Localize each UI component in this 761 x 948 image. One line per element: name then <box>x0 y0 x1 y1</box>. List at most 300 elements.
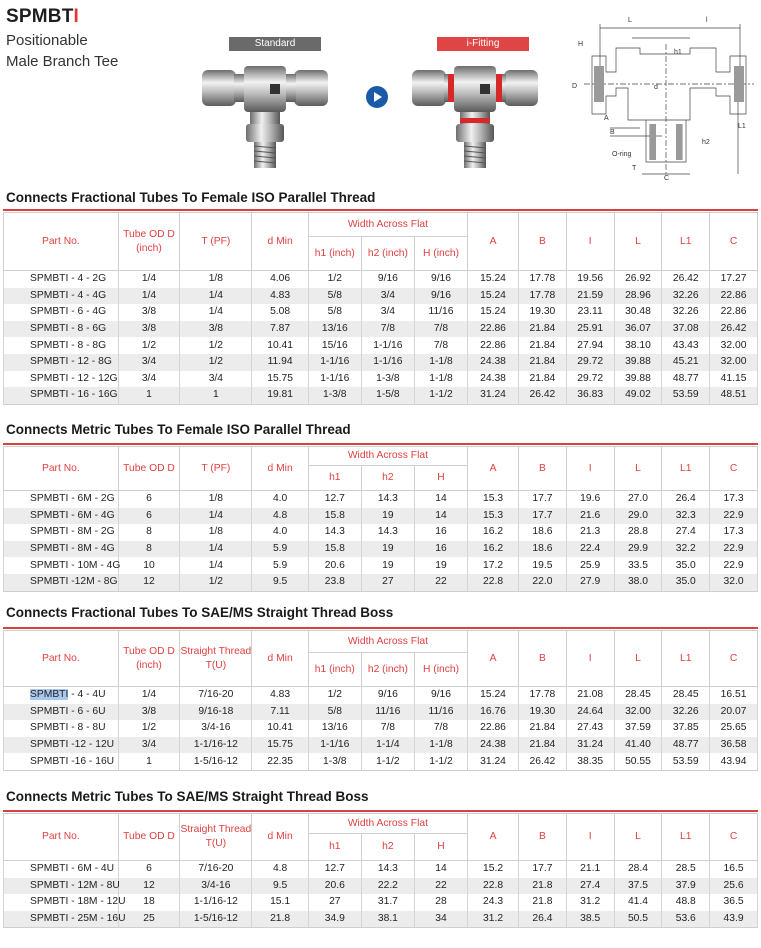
value-cell: 26.4 <box>662 491 710 508</box>
value-cell: 38.1 <box>361 911 414 928</box>
value-cell: 22.86 <box>710 304 758 321</box>
value-cell: 1/4 <box>180 304 252 321</box>
value-cell: 15.8 <box>308 508 361 525</box>
value-cell: 22 <box>414 574 467 591</box>
drawing-label-H: H <box>578 41 584 48</box>
value-cell: 17.2 <box>468 557 519 574</box>
drawing-label-d: d <box>654 84 658 91</box>
value-cell: 9/16 <box>414 687 467 704</box>
value-cell: 28.45 <box>662 687 710 704</box>
section-divider-4 <box>3 810 758 812</box>
product-code-highlight: I <box>73 6 79 27</box>
table-row <box>4 861 758 878</box>
header-C: C <box>710 814 758 861</box>
value-cell: 14 <box>414 861 467 878</box>
value-cell: 1-3/8 <box>308 753 361 770</box>
value-cell: 7/8 <box>414 720 467 737</box>
value-cell: 1/2 <box>118 337 180 354</box>
header-waf: Width Across Flat <box>308 447 467 466</box>
value-cell: 19.30 <box>519 304 567 321</box>
part-number-cell: SPMBTI - 4 - 2G <box>4 271 119 288</box>
header-tube: Tube OD D <box>118 447 180 491</box>
value-cell: 7/16-20 <box>180 861 252 878</box>
value-cell: 25.91 <box>566 321 614 338</box>
value-cell: 48.77 <box>662 737 710 754</box>
value-cell: 17.7 <box>519 861 567 878</box>
part-number-cell: SPMBTI - 10M - 4G <box>4 557 119 574</box>
value-cell: 7/8 <box>361 720 414 737</box>
value-cell: 53.59 <box>662 753 710 770</box>
value-cell: 29.0 <box>614 508 662 525</box>
value-cell: 17.7 <box>519 491 567 508</box>
header-I: I <box>566 814 614 861</box>
value-cell: 15.3 <box>468 491 519 508</box>
table-row <box>4 354 758 371</box>
part-number-cell: SPMBTI - 6M - 4U <box>4 861 119 878</box>
section-title-2: Connects Metric Tubes To Female ISO Parallel Thread <box>6 422 351 437</box>
part-number-cell: SPMBTI - 25M - 16U <box>4 911 119 928</box>
header-L1: L1 <box>662 213 710 271</box>
value-cell: 32.00 <box>710 337 758 354</box>
value-cell: 16 <box>414 524 467 541</box>
table-row <box>4 337 758 354</box>
value-cell: 22.86 <box>468 321 519 338</box>
value-cell: 1-1/16 <box>308 354 361 371</box>
value-cell: 31.24 <box>468 753 519 770</box>
part-number-cell: SPMBTI - 12 - 8G <box>4 354 119 371</box>
product-code-main: SPMBT <box>6 6 74 27</box>
value-cell: 7/8 <box>414 321 467 338</box>
value-cell: 17.27 <box>710 271 758 288</box>
table-row <box>4 288 758 305</box>
value-cell: 41.15 <box>710 371 758 388</box>
part-number-cell: SPMBTI - 6 - 6U <box>4 704 119 721</box>
value-cell: 41.4 <box>614 894 662 911</box>
value-cell: 3/4 <box>118 354 180 371</box>
value-cell: 1/2 <box>180 354 252 371</box>
value-cell: 24.38 <box>468 354 519 371</box>
value-cell: 15.24 <box>468 288 519 305</box>
table-row <box>4 753 758 770</box>
value-cell: 28 <box>414 894 467 911</box>
value-cell: 34 <box>414 911 467 928</box>
value-cell: 11/16 <box>361 704 414 721</box>
value-cell: 37.85 <box>662 720 710 737</box>
value-cell: 3/8 <box>118 304 180 321</box>
value-cell: 23.11 <box>566 304 614 321</box>
header-h2: h2 (inch) <box>361 653 414 687</box>
part-number-cell: SPMBTI - 6M - 4G <box>4 508 119 525</box>
table-row <box>4 687 758 704</box>
header-L: L <box>614 631 662 687</box>
value-cell: 15/16 <box>308 337 361 354</box>
header-I: I <box>566 447 614 491</box>
value-cell: 1 <box>118 387 180 404</box>
value-cell: 35.0 <box>662 557 710 574</box>
section-title-3: Connects Fractional Tubes To SAE/MS Straight Thread Boss <box>6 605 394 620</box>
value-cell: 36.5 <box>710 894 758 911</box>
header-C: C <box>710 631 758 687</box>
part-number-cell: SPMBTI - 16 - 16G <box>4 387 119 404</box>
value-cell: 3/4-16 <box>180 878 252 895</box>
header-L: L <box>614 814 662 861</box>
header-t: T (PF) <box>180 213 252 271</box>
play-icon <box>366 86 388 108</box>
section-divider-3 <box>3 627 758 629</box>
header-d: d Min <box>252 447 308 491</box>
value-cell: 6 <box>118 491 180 508</box>
value-cell: 4.8 <box>252 508 308 525</box>
value-cell: 1/8 <box>180 491 252 508</box>
header-h1: h1 (inch) <box>308 237 361 271</box>
value-cell: 18.6 <box>519 541 567 558</box>
header-h1: h1 (inch) <box>308 653 361 687</box>
value-cell: 9.5 <box>252 574 308 591</box>
header-d: d Min <box>252 213 308 271</box>
value-cell: 1-3/8 <box>308 387 361 404</box>
section-divider-1 <box>3 209 758 211</box>
value-cell: 4.0 <box>252 491 308 508</box>
value-cell: 1-1/8 <box>414 371 467 388</box>
value-cell: 12.7 <box>308 861 361 878</box>
value-cell: 9/16 <box>361 687 414 704</box>
value-cell: 21.84 <box>519 337 567 354</box>
part-number-cell: SPMBTI - 18M - 12U <box>4 894 119 911</box>
value-cell: 22.9 <box>710 557 758 574</box>
table-row <box>4 304 758 321</box>
value-cell: 24.38 <box>468 371 519 388</box>
value-cell: 18.6 <box>519 524 567 541</box>
value-cell: 3/8 <box>180 321 252 338</box>
value-cell: 14.3 <box>361 861 414 878</box>
value-cell: 5.08 <box>252 304 308 321</box>
value-cell: 27 <box>361 574 414 591</box>
header-waf: Width Across Flat <box>308 213 467 237</box>
header-h1: h1 <box>308 834 361 861</box>
header-h2: h2 <box>361 834 414 861</box>
part-number-cell: SPMBTI - 6M - 2G <box>4 491 119 508</box>
value-cell: 21.6 <box>566 508 614 525</box>
value-cell: 26.42 <box>710 321 758 338</box>
value-cell: 4.83 <box>252 687 308 704</box>
value-cell: 26.42 <box>519 753 567 770</box>
value-cell: 28.96 <box>614 288 662 305</box>
value-cell: 37.08 <box>662 321 710 338</box>
header-t: Straight Thread T(U) <box>180 814 252 861</box>
value-cell: 5/8 <box>308 704 361 721</box>
value-cell: 25.9 <box>566 557 614 574</box>
header-C: C <box>710 447 758 491</box>
standard-fitting-image <box>200 60 330 172</box>
header-H: H <box>414 466 467 491</box>
drawing-label-A: A <box>604 115 609 122</box>
value-cell: 32.26 <box>662 704 710 721</box>
value-cell: 24.64 <box>566 704 614 721</box>
table-row <box>4 271 758 288</box>
value-cell: 18 <box>118 894 180 911</box>
value-cell: 3/4 <box>180 371 252 388</box>
value-cell: 10.41 <box>252 720 308 737</box>
section-title-1: Connects Fractional Tubes To Female ISO Parallel Thread <box>6 190 376 205</box>
header-t: Straight Thread T(U) <box>180 631 252 687</box>
value-cell: 19.30 <box>519 704 567 721</box>
header-h1: h1 <box>308 466 361 491</box>
table-row <box>4 704 758 721</box>
table-row <box>4 911 758 928</box>
value-cell: 21.8 <box>252 911 308 928</box>
value-cell: 14 <box>414 491 467 508</box>
value-cell: 21.84 <box>519 737 567 754</box>
value-cell: 41.40 <box>614 737 662 754</box>
part-number-cell: SPMBTI - 12 - 12G <box>4 371 119 388</box>
value-cell: 3/4 <box>361 304 414 321</box>
value-cell: 43.43 <box>662 337 710 354</box>
value-cell: 32.26 <box>662 288 710 305</box>
value-cell: 21.84 <box>519 321 567 338</box>
value-cell: 10.41 <box>252 337 308 354</box>
value-cell: 35.0 <box>662 574 710 591</box>
value-cell: 50.5 <box>614 911 662 928</box>
header-H: H (inch) <box>414 237 467 271</box>
subtitle-line-1: Positionable <box>6 32 88 49</box>
value-cell: 7/8 <box>361 321 414 338</box>
header-h2: h2 (inch) <box>361 237 414 271</box>
table-row <box>4 387 758 404</box>
value-cell: 19 <box>361 541 414 558</box>
value-cell: 25.65 <box>710 720 758 737</box>
table-row <box>4 321 758 338</box>
value-cell: 38.35 <box>566 753 614 770</box>
value-cell: 48.51 <box>710 387 758 404</box>
value-cell: 38.0 <box>614 574 662 591</box>
drawing-label-T: T <box>632 165 637 172</box>
value-cell: 1-1/4 <box>361 737 414 754</box>
value-cell: 36.07 <box>614 321 662 338</box>
value-cell: 3/8 <box>118 704 180 721</box>
value-cell: 22.8 <box>468 574 519 591</box>
drawing-label-L1: L1 <box>738 123 746 130</box>
value-cell: 15.8 <box>308 541 361 558</box>
value-cell: 21.8 <box>519 878 567 895</box>
value-cell: 31.24 <box>468 387 519 404</box>
part-number-cell: SPMBTI - 4 - 4G <box>4 288 119 305</box>
header-h2: h2 <box>361 466 414 491</box>
value-cell: 1/8 <box>180 271 252 288</box>
value-cell: 16.76 <box>468 704 519 721</box>
value-cell: 24.38 <box>468 737 519 754</box>
value-cell: 19 <box>414 557 467 574</box>
value-cell: 3/4 <box>361 288 414 305</box>
product-code <box>6 6 79 28</box>
value-cell: 1/2 <box>308 271 361 288</box>
header-H: H (inch) <box>414 653 467 687</box>
value-cell: 4.06 <box>252 271 308 288</box>
value-cell: 15.3 <box>468 508 519 525</box>
value-cell: 15.75 <box>252 737 308 754</box>
header-I: I <box>566 631 614 687</box>
table-row <box>4 508 758 525</box>
value-cell: 29.72 <box>566 371 614 388</box>
value-cell: 27.43 <box>566 720 614 737</box>
value-cell: 20.6 <box>308 557 361 574</box>
value-cell: 4.83 <box>252 288 308 305</box>
value-cell: 9/16 <box>361 271 414 288</box>
value-cell: 16.2 <box>468 541 519 558</box>
section-title-4: Connects Metric Tubes To SAE/MS Straight Thread Boss <box>6 789 369 804</box>
value-cell: 1-5/16-12 <box>180 911 252 928</box>
value-cell: 4.0 <box>252 524 308 541</box>
value-cell: 3/4 <box>118 737 180 754</box>
part-number-cell: SPMBTI -16 - 16U <box>4 753 119 770</box>
header-B: B <box>519 213 567 271</box>
value-cell: 17.3 <box>710 491 758 508</box>
table-row <box>4 557 758 574</box>
value-cell: 28.8 <box>614 524 662 541</box>
value-cell: 32.26 <box>662 304 710 321</box>
value-cell: 6 <box>118 508 180 525</box>
value-cell: 39.88 <box>614 354 662 371</box>
value-cell: 32.3 <box>662 508 710 525</box>
header-L1: L1 <box>662 447 710 491</box>
value-cell: 45.21 <box>662 354 710 371</box>
value-cell: 24.3 <box>468 894 519 911</box>
value-cell: 27 <box>308 894 361 911</box>
part-number-cell: SPMBTI - 4 - 4U <box>4 687 119 704</box>
value-cell: 1/2 <box>118 720 180 737</box>
value-cell: 32.2 <box>662 541 710 558</box>
value-cell: 1/4 <box>180 288 252 305</box>
value-cell: 1-3/8 <box>361 371 414 388</box>
header-C: C <box>710 213 758 271</box>
header-part: Part No. <box>4 447 119 491</box>
value-cell: 43.94 <box>710 753 758 770</box>
value-cell: 25 <box>118 911 180 928</box>
value-cell: 43.9 <box>710 911 758 928</box>
value-cell: 10 <box>118 557 180 574</box>
value-cell: 32.00 <box>710 354 758 371</box>
value-cell: 12 <box>118 574 180 591</box>
value-cell: 17.7 <box>519 508 567 525</box>
value-cell: 48.77 <box>662 371 710 388</box>
value-cell: 12.7 <box>308 491 361 508</box>
value-cell: 1/4 <box>118 271 180 288</box>
value-cell: 17.78 <box>519 288 567 305</box>
value-cell: 49.02 <box>614 387 662 404</box>
value-cell: 32.0 <box>710 574 758 591</box>
value-cell: 39.88 <box>614 371 662 388</box>
header-L: L <box>614 213 662 271</box>
header-A: A <box>468 631 519 687</box>
value-cell: 14.3 <box>308 524 361 541</box>
value-cell: 9/16-18 <box>180 704 252 721</box>
value-cell: 22.86 <box>710 288 758 305</box>
value-cell: 21.3 <box>566 524 614 541</box>
part-number-cell: SPMBTI - 8M - 4G <box>4 541 119 558</box>
value-cell: 26.42 <box>662 271 710 288</box>
table-row <box>4 524 758 541</box>
value-cell: 7/8 <box>414 337 467 354</box>
value-cell: 11.94 <box>252 354 308 371</box>
ifitting-label: i-Fitting <box>437 37 529 51</box>
value-cell: 1/8 <box>180 524 252 541</box>
value-cell: 21.8 <box>519 894 567 911</box>
header-d: d Min <box>252 631 308 687</box>
value-cell: 21.1 <box>566 861 614 878</box>
value-cell: 1-1/2 <box>361 753 414 770</box>
value-cell: 6 <box>118 861 180 878</box>
value-cell: 15.24 <box>468 304 519 321</box>
drawing-label-l: l <box>706 17 708 24</box>
value-cell: 20.07 <box>710 704 758 721</box>
value-cell: 1-1/16-12 <box>180 737 252 754</box>
header-part: Part No. <box>4 213 119 271</box>
spec-table-3 <box>3 630 758 771</box>
value-cell: 21.08 <box>566 687 614 704</box>
value-cell: 27.0 <box>614 491 662 508</box>
value-cell: 14.3 <box>361 524 414 541</box>
drawing-label-h1: h1 <box>674 49 682 56</box>
value-cell: 19 <box>361 557 414 574</box>
drawing-label-C: C <box>664 175 670 182</box>
product-description <box>6 30 118 72</box>
header-A: A <box>468 814 519 861</box>
value-cell: 8 <box>118 541 180 558</box>
value-cell: 19.5 <box>519 557 567 574</box>
table-row <box>4 371 758 388</box>
table-row <box>4 541 758 558</box>
value-cell: 30.48 <box>614 304 662 321</box>
value-cell: 34.9 <box>308 911 361 928</box>
table-row <box>4 737 758 754</box>
value-cell: 1-1/16 <box>308 371 361 388</box>
value-cell: 1/4 <box>180 508 252 525</box>
value-cell: 28.4 <box>614 861 662 878</box>
value-cell: 1/4 <box>180 541 252 558</box>
header-I: I <box>566 213 614 271</box>
value-cell: 3/4 <box>118 371 180 388</box>
value-cell: 27.4 <box>566 878 614 895</box>
value-cell: 22.86 <box>468 337 519 354</box>
spec-table-2 <box>3 446 758 592</box>
value-cell: 1 <box>118 753 180 770</box>
drawing-label-h2: h2 <box>702 139 710 146</box>
value-cell: 23.8 <box>308 574 361 591</box>
part-number-cell: SPMBTI - 8 - 8U <box>4 720 119 737</box>
header-part: Part No. <box>4 814 119 861</box>
value-cell: 21.84 <box>519 354 567 371</box>
value-cell: 26.92 <box>614 271 662 288</box>
value-cell: 5/8 <box>308 288 361 305</box>
section-divider-2 <box>3 443 758 445</box>
value-cell: 1-1/2 <box>414 387 467 404</box>
value-cell: 13/16 <box>308 720 361 737</box>
drawing-label-B: B <box>610 129 615 136</box>
drawing-label-L: L <box>628 17 632 24</box>
header-B: B <box>519 814 567 861</box>
value-cell: 4.8 <box>252 861 308 878</box>
value-cell: 22.9 <box>710 508 758 525</box>
value-cell: 38.10 <box>614 337 662 354</box>
value-cell: 16.51 <box>710 687 758 704</box>
value-cell: 21.59 <box>566 288 614 305</box>
table-row <box>4 574 758 591</box>
value-cell: 14 <box>414 508 467 525</box>
table-row <box>4 878 758 895</box>
header-waf: Width Across Flat <box>308 814 467 834</box>
value-cell: 27.9 <box>566 574 614 591</box>
value-cell: 22.2 <box>361 878 414 895</box>
value-cell: 29.9 <box>614 541 662 558</box>
